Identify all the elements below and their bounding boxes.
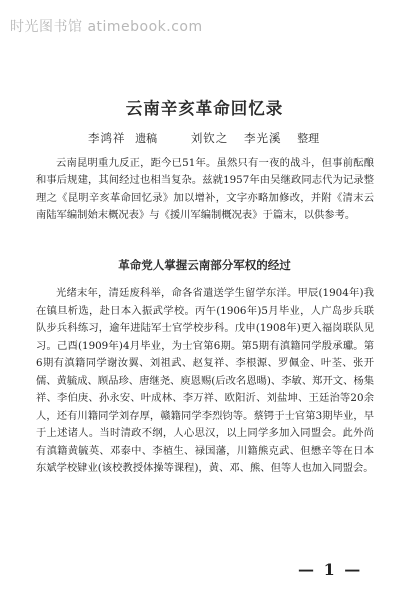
editor-name: 李光溪 (243, 131, 282, 145)
intro-paragraph: 云南昆明重九反正，距今已51年。虽然只有一夜的战斗，但事前酝酿和事后规建，其间经过也相当复杂。兹就1957年由吴继政同志代为记录整理之《昆明辛亥革命回忆录》加以增补，文字亦略加修改，并附《清末云南陆军编制始末概况表》与《援川军编制概况表》于篇末，以供参考。 (36, 157, 374, 222)
author-role: 遗稿 (135, 132, 158, 145)
editor-name: 刘钦之 (190, 131, 229, 145)
editor-role: 整理 (297, 132, 320, 145)
watermark: 时光图书馆 atimebook.com (10, 19, 203, 35)
body-paragraph: 光绪末年，清廷废科举，命各省遣送学生留学东洋。甲辰(1904年)我在镇旦析选，赴日本入振武学校。丙午(1906年)5月毕业，人广岛步兵联队步兵科练习，逾年进陆军士官学校步科。戊申(1908年)更入福岗联队见习。己酉(1909年)4月毕业，为士官第6期。第5期有滇籍同学殷承瓛。第6期有滇籍同学谢汝翼、刘祖武、赵复祥、李根源、罗佩金、叶荃、张开儒、黄毓成、顾品珍、唐继尧、庾恩赐(后改名恩暘)、李敏、郑开文、杨集祥、李伯庚、孙永安、叶成林、李万祥、欧阳沂、刘盐坤、王廷治等20余人，还有川籍同学刘存厚，赣籍同学李烈钧等。蔡锷于士官第3期毕业，早于上述诸人。当时清政不纲，人心思汉，以上同学多加入同盟会。此外尚有滇籍黄毓英、邓泰中、李植生、禄国藩，川籍熊克武、但懋辛等在日本东斌学校肄业(该校教授体操等课程)，黄、邓、熊、但等人也加入同盟会。 (36, 287, 374, 474)
author-name: 李鸿祥 (88, 131, 126, 145)
section-heading: 革命党人掌握云南部分军权的经过 (118, 258, 291, 272)
page-number: — 1 — (298, 560, 363, 579)
author-line (88, 130, 319, 146)
article-title: 云南辛亥革命回忆录 (125, 99, 284, 118)
